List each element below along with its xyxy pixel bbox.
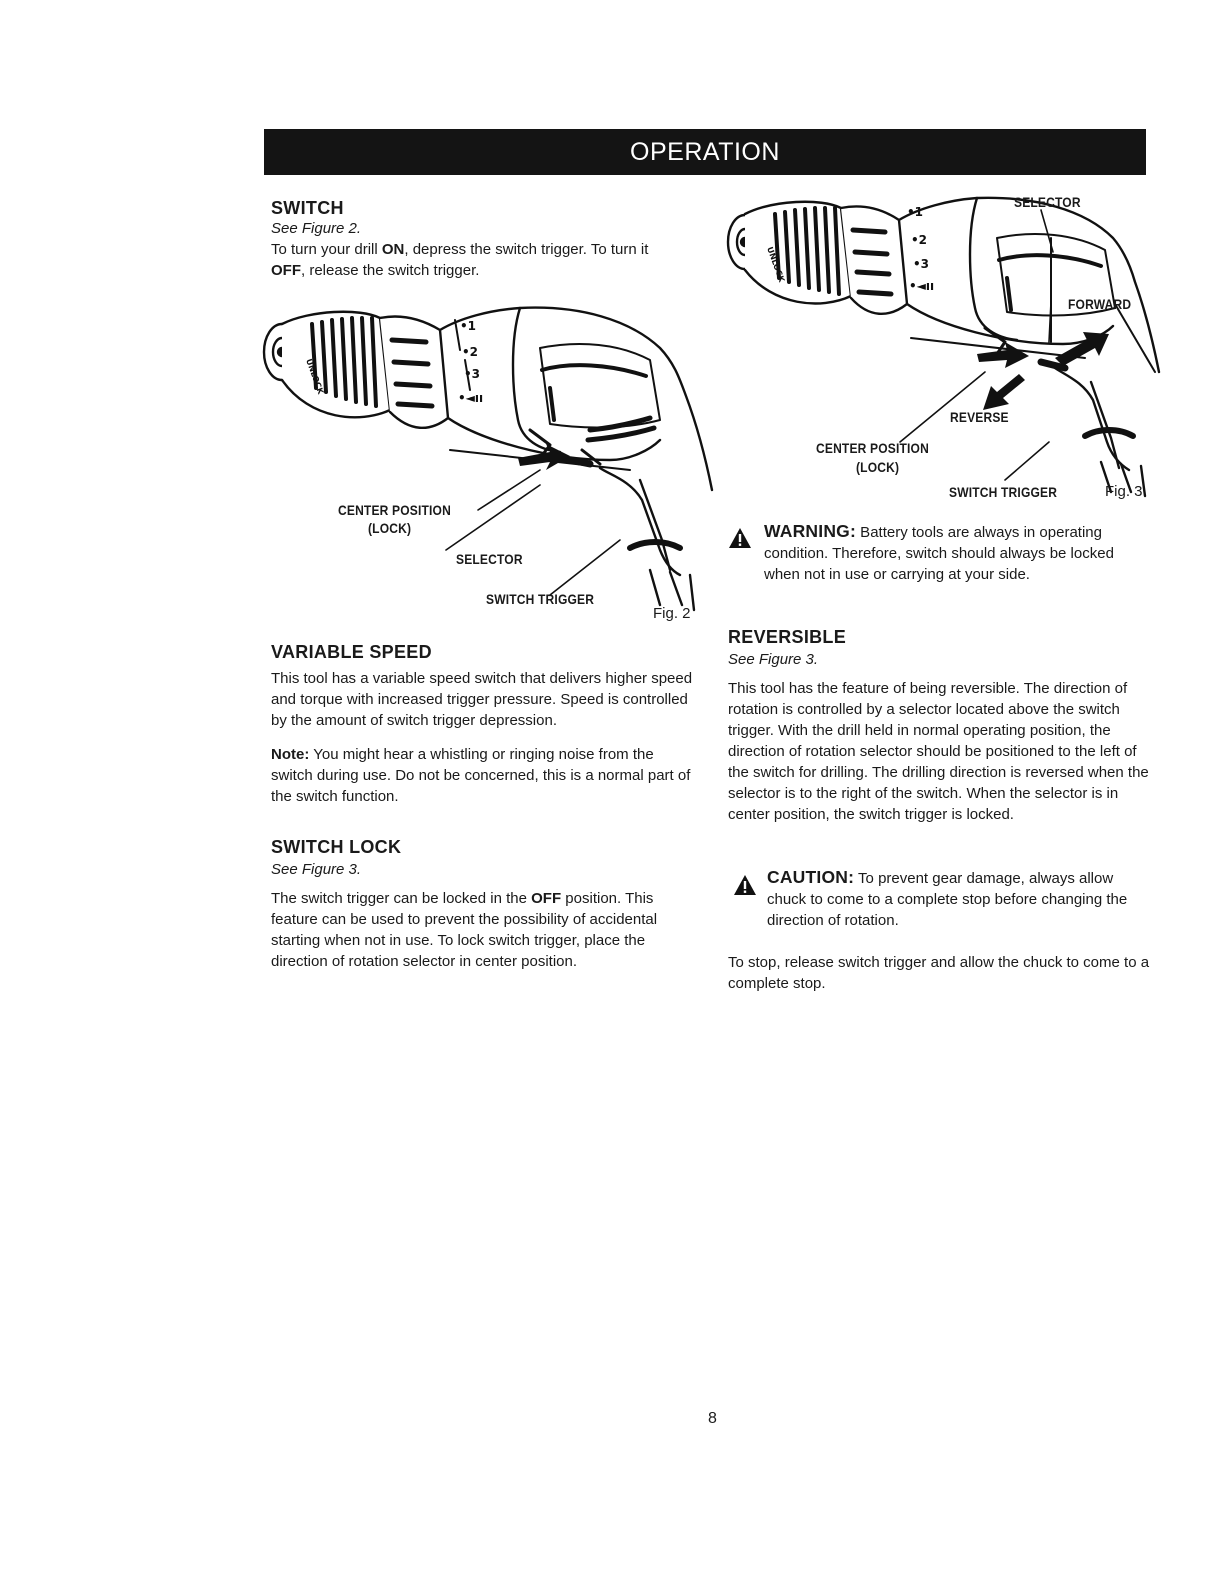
- caution-triangle-icon: [733, 874, 757, 896]
- fig2-chuck-label: UNLOCK: [304, 357, 326, 396]
- page-number: 8: [708, 1410, 717, 1427]
- stop-section: [728, 952, 1153, 994]
- fig3-speed-2: •2: [911, 233, 928, 247]
- fig2-label-selector: SELECTOR: [456, 551, 523, 567]
- switch-lock-heading: SWITCH LOCK: [271, 837, 402, 857]
- fig3-label-lock: (LOCK): [856, 459, 900, 475]
- fig2-speed-3: •3: [464, 367, 481, 381]
- fig3-chuck-label: UNLOCK: [765, 245, 787, 284]
- warning-triangle-icon: [728, 527, 752, 549]
- variable-speed-section: [271, 641, 696, 807]
- fig3-label-center-position: CENTER POSITION: [816, 440, 929, 456]
- reversible-text: This tool has the feature of being reversible. The direction of rotation is controlled by a selector located above the switch trigger. With the drill held in normal operating position, the direction of rotation selector should be positioned to the left of the switch for drilling. The drilling direction is reversed when the selector is to the right of the switch. When the selector is in center position, the switch trigger is locked.: [728, 680, 1149, 823]
- fig2-label-center-position: CENTER POSITION: [338, 502, 451, 518]
- variable-speed-heading: VARIABLE SPEED: [271, 642, 432, 662]
- switch-text: To turn your drill ON, depress the switch trigger. To turn it OFF, release the switch trigger.: [271, 241, 649, 279]
- fig2-speed-2: •2: [462, 345, 479, 359]
- figure-3-drill-illustration: [715, 192, 1165, 492]
- switch-heading: SWITCH: [271, 198, 344, 218]
- switch-section: [271, 197, 696, 281]
- caution-block: [767, 867, 1142, 931]
- switch-lock-section: [271, 836, 696, 972]
- caution-head: CAUTION:: [767, 867, 855, 887]
- fig3-caption: Fig. 3: [1105, 483, 1143, 500]
- switch-lock-text: The switch trigger can be locked in the OFF position. This feature can be used to prevent the possibility of accidental starting when not in use. To lock switch trigger, place the direction of rotation selector in center position.: [271, 890, 658, 970]
- stop-text: To stop, release switch trigger and allow the chuck to come to a complete stop.: [728, 954, 1150, 992]
- fig3-speed-3: •3: [913, 257, 930, 271]
- warning-text: Battery tools are always in operating condition. Therefore, switch should always be locked when not in use or carrying at your side.: [764, 524, 1114, 583]
- fig3-speed-1: •1: [907, 205, 924, 219]
- switch-lock-see-figure: See Figure 3.: [271, 861, 362, 878]
- variable-speed-note: Note: You might hear a whistling or ringing noise from the switch during use. Do not be concerned, this is a normal part of the switch function.: [271, 746, 691, 805]
- fig2-speed-drill: •◄ıı: [458, 391, 484, 405]
- section-banner: OPERATION: [264, 129, 1146, 175]
- fig3-speed-drill: •◄ıı: [909, 279, 935, 293]
- fig3-label-reverse: REVERSE: [950, 409, 1009, 425]
- fig2-label-switch-trigger: SWITCH TRIGGER: [486, 591, 595, 607]
- fig2-caption: Fig. 2: [653, 605, 691, 622]
- switch-see-figure: See Figure 2.: [271, 220, 362, 237]
- fig2-label-lock: (LOCK): [368, 520, 412, 536]
- fig2-speed-1: •1: [460, 319, 477, 333]
- fig3-forward-big-arrow-icon: [1055, 332, 1109, 366]
- fig3-label-switch-trigger: SWITCH TRIGGER: [949, 484, 1058, 500]
- figure-2-drill-illustration: [250, 300, 710, 620]
- fig3-reverse-arrow-icon: [983, 374, 1025, 410]
- reversible-see-figure: See Figure 3.: [728, 651, 819, 668]
- fig3-label-forward: FORWARD: [1068, 296, 1132, 312]
- warning-head: WARNING:: [764, 521, 857, 541]
- fig3-label-selector: SELECTOR: [1014, 194, 1081, 210]
- reversible-section: [728, 626, 1153, 825]
- variable-speed-text: This tool has a variable speed switch that delivers higher speed and torque with increased trigger pressure. Speed is controlled by the amount of switch trigger depression.: [271, 670, 693, 729]
- warning-block: [764, 521, 1149, 585]
- caution-text: To prevent gear damage, always allow chuck to come to a complete stop before changing the direction of rotation.: [767, 870, 1128, 929]
- reversible-heading: REVERSIBLE: [728, 627, 847, 647]
